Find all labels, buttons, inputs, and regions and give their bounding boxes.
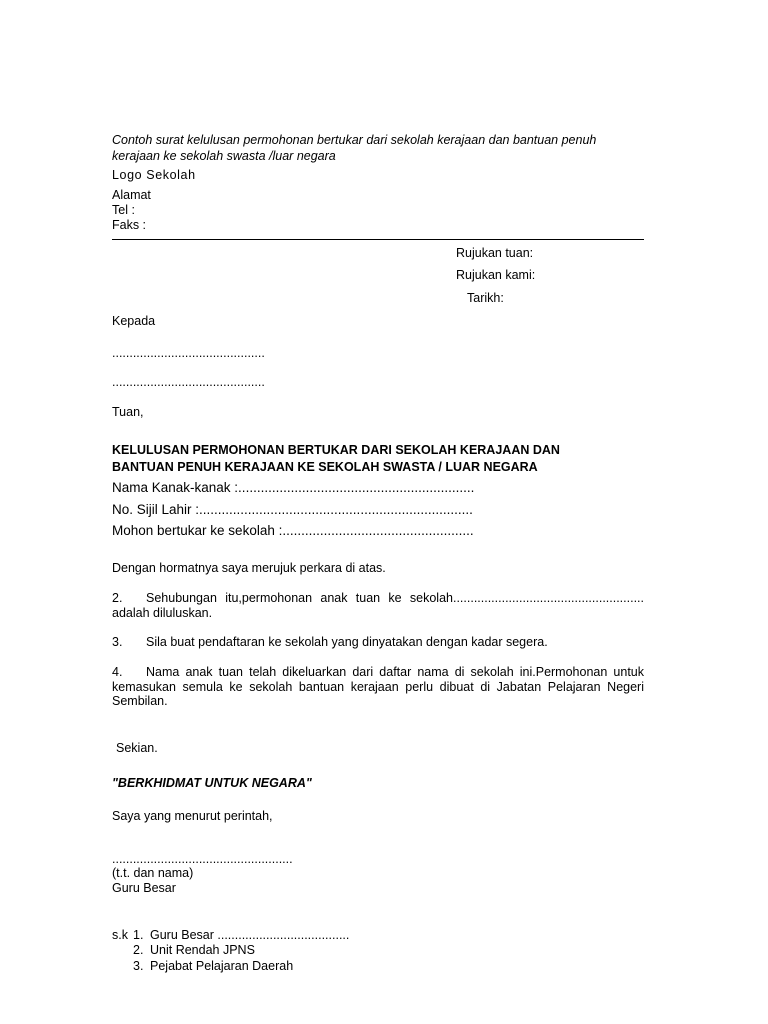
paragraph-2-text: Sehubungan itu,permohonan anak tuan ke sekolah....................................................... adalah diluluskan.: [112, 591, 644, 620]
subject-line-1: KELULUSAN PERMOHONAN BERTUKAR DARI SEKOLAH KERAJAAN DAN: [112, 443, 560, 457]
paragraph-3-number: 3.: [112, 635, 123, 649]
intro-line-1: Contoh surat kelulusan permohonan bertukar dari sekolah kerajaan dan bantuan penuh: [112, 133, 597, 147]
cc-item-text: Guru Besar ......................................: [150, 928, 350, 942]
cc-item-text: Pejabat Pelajaran Daerah: [150, 959, 294, 973]
recipient-line-2: ............................................: [112, 375, 265, 389]
field-sijil: No. Sijil Lahir :.........................................................................: [112, 502, 473, 517]
intro-line-2: kerajaan ke sekolah swasta /luar negara: [112, 149, 336, 163]
recipient-line-1: ............................................: [112, 346, 265, 360]
sekian: Sekian.: [116, 741, 158, 755]
cc-item-number: 2.: [133, 943, 144, 957]
kepada: Kepada: [112, 314, 156, 328]
closing-phrase: Saya yang menurut perintah,: [112, 809, 273, 823]
paragraph-4-text: Nama anak tuan telah dikeluarkan dari daftar nama di sekolah ini.Permohonan untuk kemasukan semula ke sekolah bantuan kerajaan perlu dibuat di Jabatan Pelajaran Negeri Sembilan.: [112, 665, 644, 708]
paragraph-4-number: 4.: [112, 665, 123, 679]
signatory-title: Guru Besar: [112, 881, 176, 895]
subject-line-2: BANTUAN PENUH KERAJAAN KE SEKOLAH SWASTA / LUAR NEGARA: [112, 460, 538, 474]
rujukan-tuan: Rujukan tuan:: [456, 246, 534, 260]
signature-note: (t.t. dan nama): [112, 866, 194, 880]
field-mohon: Mohon bertukar ke sekolah :...................................................: [112, 523, 474, 538]
paragraph-3: [112, 635, 644, 650]
cc-item-number: 1.: [133, 928, 144, 942]
fax-label: Faks :: [112, 218, 147, 232]
paragraph-2: [112, 591, 644, 620]
cc-item-text: Unit Rendah JPNS: [150, 943, 255, 957]
paragraph-1: Dengan hormatnya saya merujuk perkara di atas.: [112, 561, 386, 575]
field-nama: Nama Kanak-kanak :...............................................................: [112, 480, 475, 495]
signature-line: ....................................................: [112, 852, 293, 866]
motto: "BERKHIDMAT UNTUK NEGARA": [112, 776, 312, 790]
logo-placeholder: Logo Sekolah: [112, 168, 196, 182]
paragraph-3-text: Sila buat pendaftaran ke sekolah yang dinyatakan dengan kadar segera.: [146, 635, 548, 649]
tarikh: Tarikh:: [467, 291, 504, 305]
address-label: Alamat: [112, 188, 151, 202]
paragraph-2-number: 2.: [112, 591, 123, 605]
salutation: Tuan,: [112, 405, 144, 419]
letterhead-divider: [112, 239, 644, 240]
tel-label: Tel :: [112, 203, 135, 217]
paragraph-4: [112, 665, 644, 709]
rujukan-kami: Rujukan kami:: [456, 268, 536, 282]
cc-item-number: 3.: [133, 959, 144, 973]
cc-prefix: s.k: [112, 928, 128, 942]
